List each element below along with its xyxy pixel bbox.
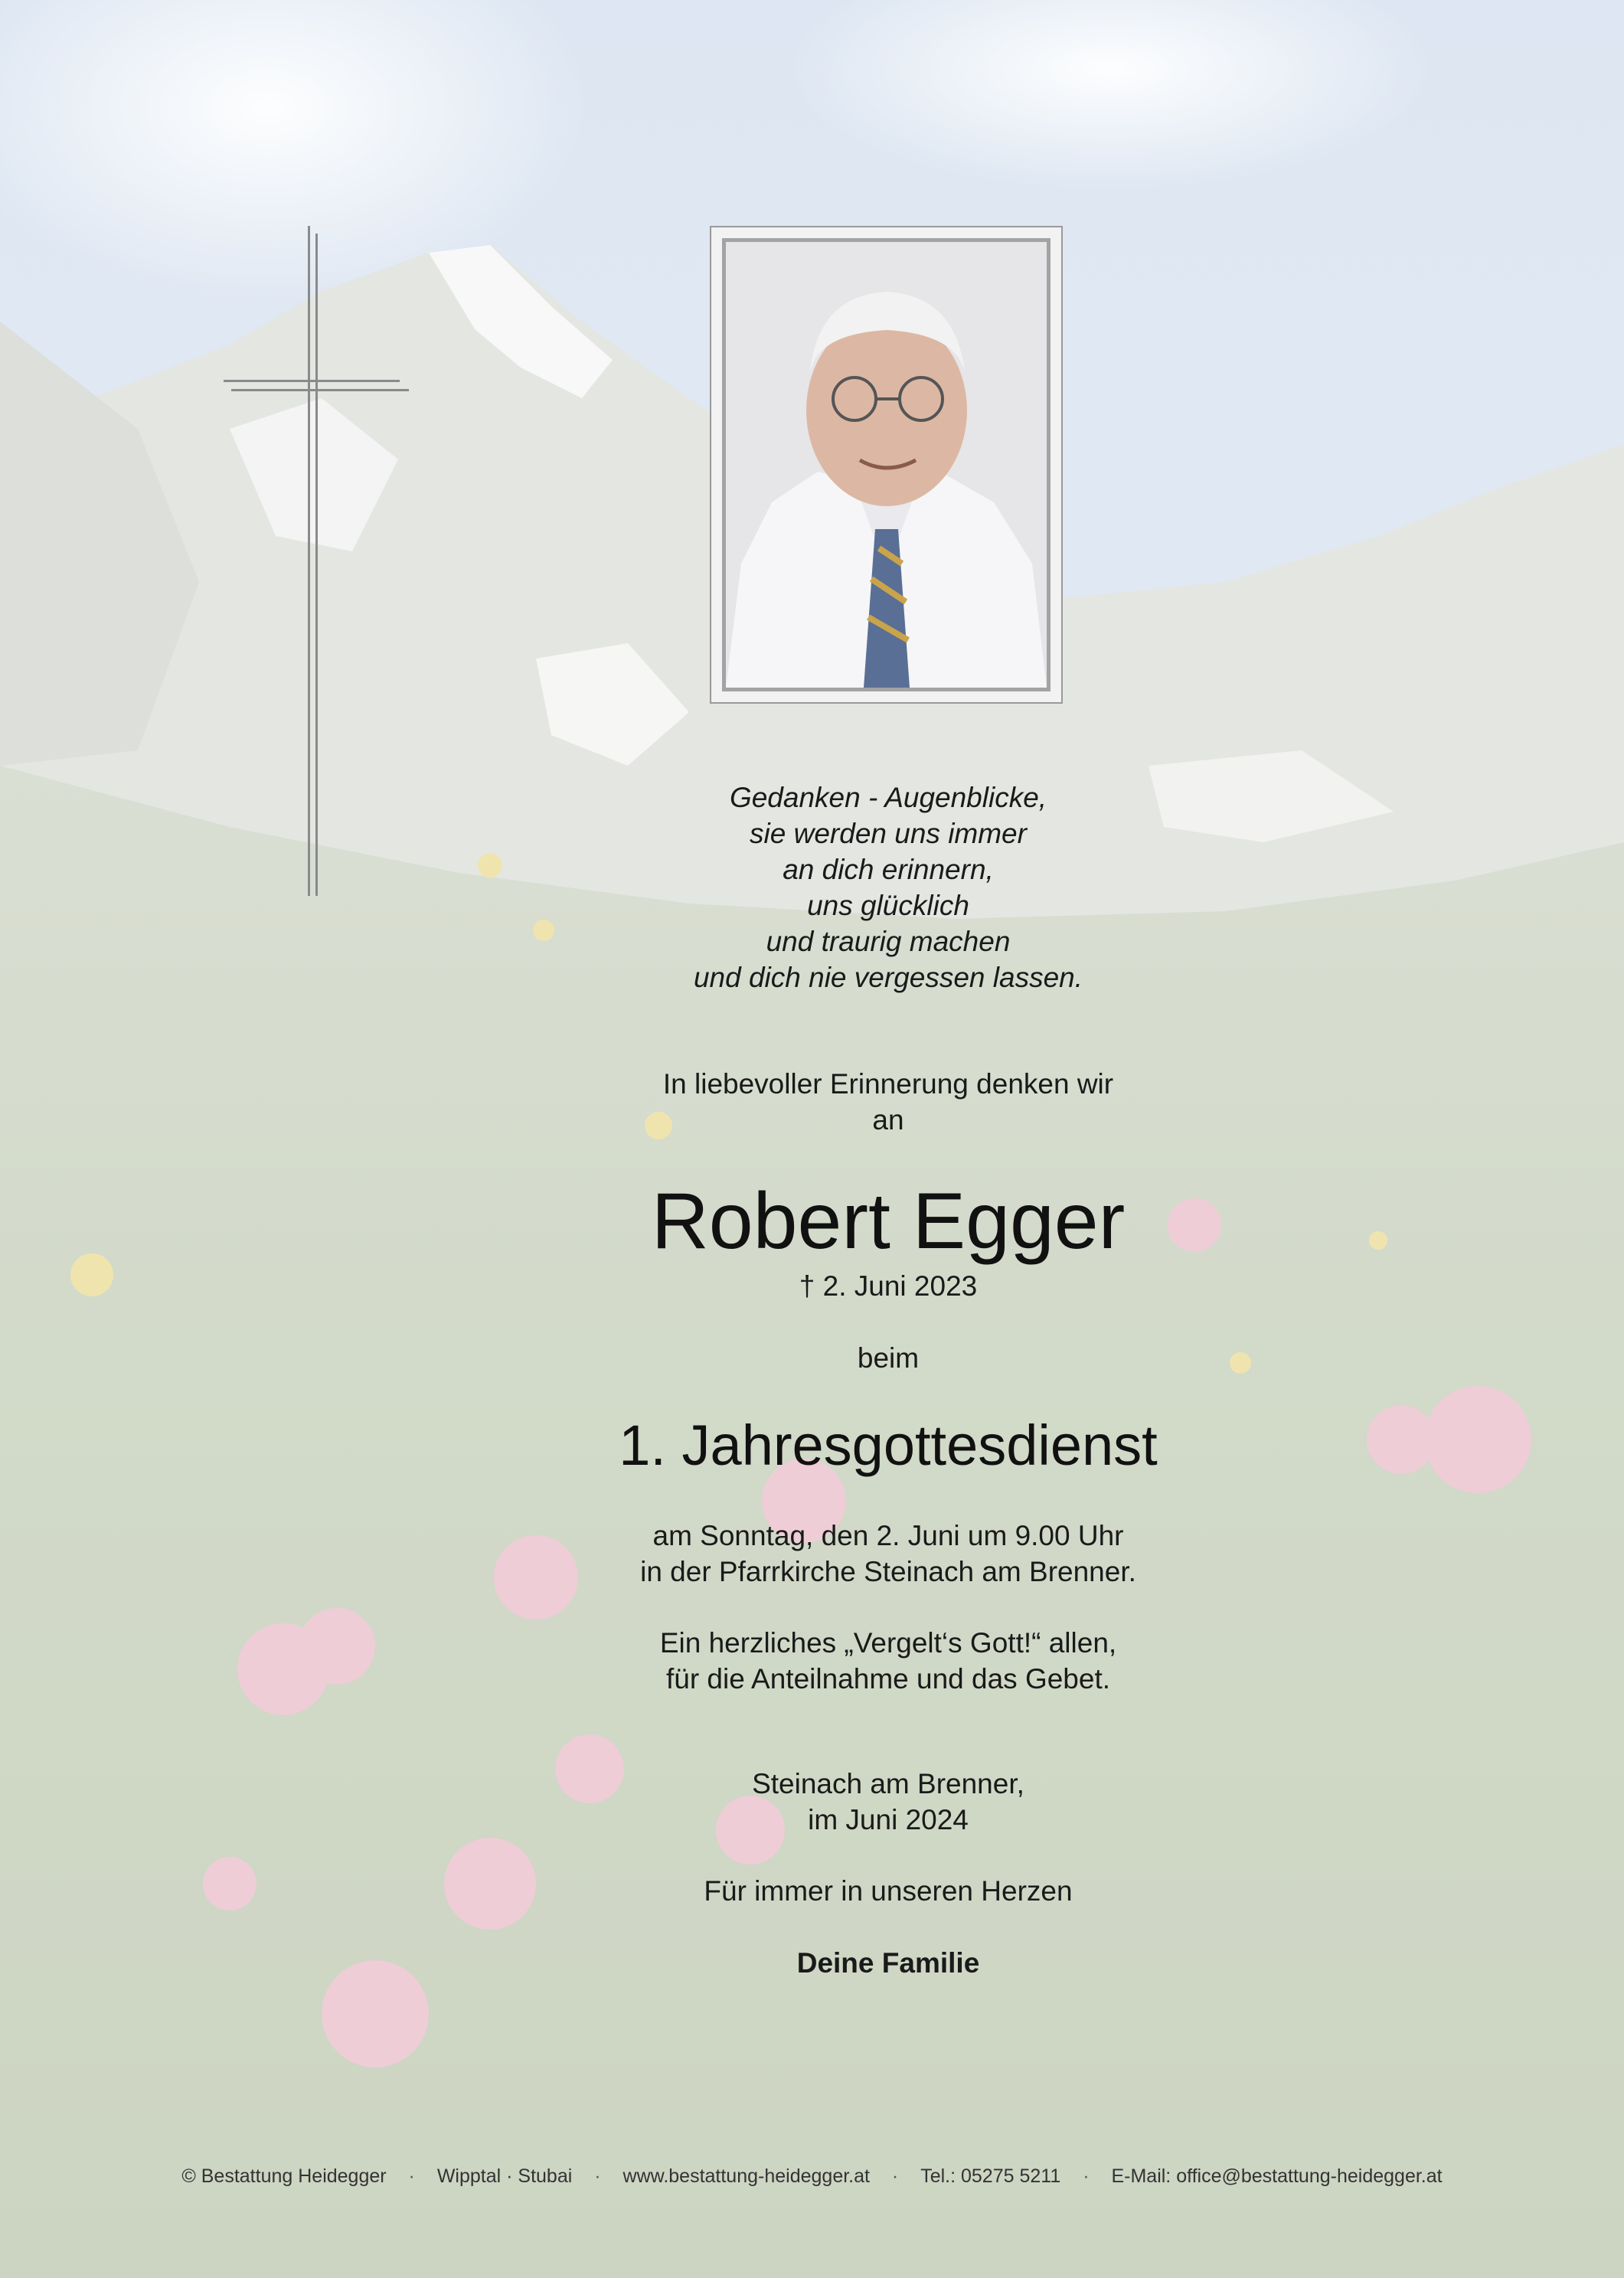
event-detail-line: in der Pfarrkirche Steinach am Brenner.	[640, 1556, 1136, 1587]
thanks-line: für die Anteilnahme und das Gebet.	[665, 1663, 1111, 1695]
deceased-name: Robert Egger	[651, 1177, 1126, 1266]
footer	[0, 2161, 1624, 2191]
place-line: Steinach am Brenner,	[752, 1768, 1024, 1799]
footer-separator: ·	[891, 2165, 899, 2187]
intro-line: an	[872, 1104, 904, 1136]
footer-region: Wipptal · Stubai	[436, 2165, 573, 2187]
date-line: im Juni 2024	[808, 1804, 969, 1835]
footer-email-link[interactable]: E-Mail: office@bestattung-heidegger.at	[1111, 2165, 1443, 2187]
footer-separator: ·	[594, 2165, 601, 2187]
place-date	[429, 1766, 1348, 1838]
footer-company: © Bestattung Heidegger	[181, 2165, 387, 2187]
poem-line: an dich erinnern,	[783, 854, 994, 885]
beim-text: beim	[857, 1342, 920, 1374]
poem-line: und dich nie vergessen lassen.	[693, 962, 1083, 993]
event-detail-line: am Sonntag, den 2. Juni um 9.00 Uhr	[652, 1520, 1124, 1551]
poem-line: sie werden uns immer	[750, 818, 1027, 849]
thanks-text	[429, 1625, 1348, 1697]
footer-website-link[interactable]: www.bestattung-heidegger.at	[622, 2165, 870, 2187]
poem-line: und traurig machen	[766, 926, 1011, 957]
portrait-photo	[722, 238, 1051, 691]
poem-line: Gedanken - Augenblicke,	[729, 782, 1047, 813]
intro-text	[429, 1066, 1348, 1138]
portrait-frame	[710, 226, 1063, 704]
closing-phrase: Für immer in unseren Herzen	[704, 1875, 1073, 1907]
footer-phone: Tel.: 05275 5211	[920, 2165, 1061, 2187]
death-date: † 2. Juni 2023	[799, 1270, 978, 1302]
intro-line: In liebevoller Erinnerung denken wir	[662, 1068, 1114, 1100]
family-signature: Deine Familie	[796, 1947, 980, 1979]
thanks-line: Ein herzliches „Vergelt‘s Gott!“ allen,	[659, 1627, 1117, 1659]
poem-line: uns glücklich	[807, 890, 969, 921]
event-details	[429, 1518, 1348, 1590]
footer-separator: ·	[408, 2165, 415, 2187]
event-title: 1. Jahresgottesdienst	[619, 1414, 1158, 1477]
memorial-poem	[429, 779, 1348, 995]
footer-separator: ·	[1083, 2165, 1090, 2187]
